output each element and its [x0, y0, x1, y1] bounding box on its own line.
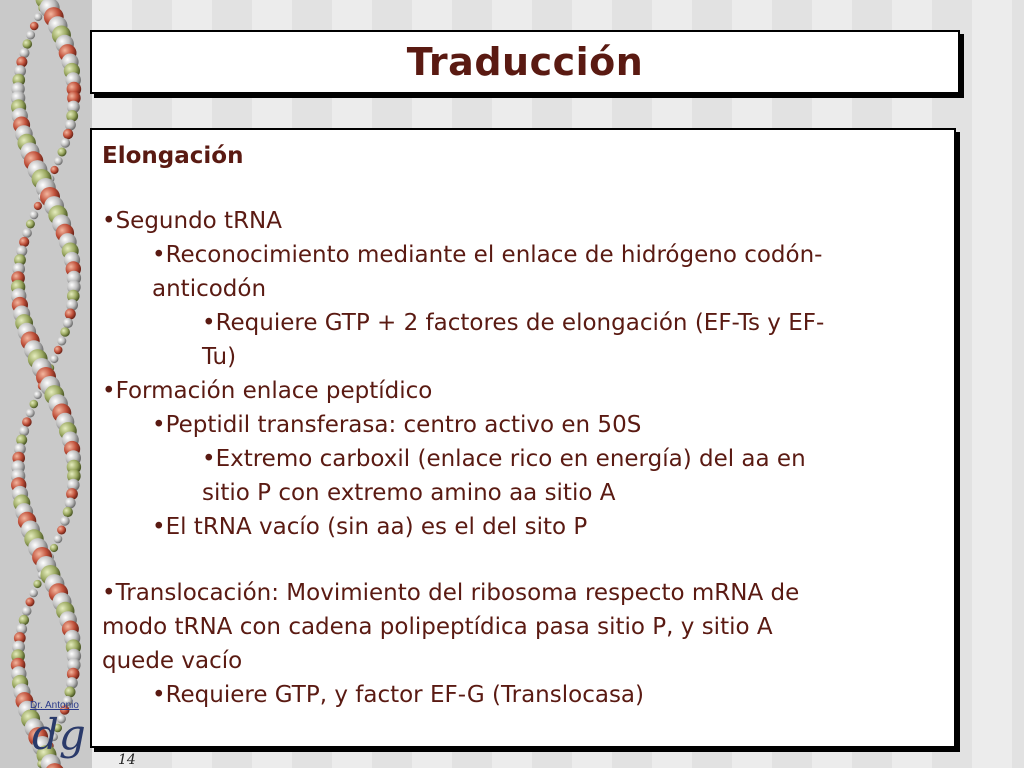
- bullet-extremo-carboxil-cont: sitio P con extremo amino aa sitio A: [202, 480, 616, 506]
- dna-atom: [61, 138, 71, 148]
- dna-atom: [63, 129, 73, 139]
- dna-atom: [19, 615, 29, 625]
- slide-number: 14: [118, 752, 136, 768]
- dna-atom: [65, 498, 76, 509]
- dna-atom: [54, 535, 63, 544]
- dna-atom: [34, 202, 42, 210]
- bullet-requiere-gtp: •Requiere GTP + 2 factores de elongación (EF-Ts y EF-: [202, 310, 825, 336]
- dna-helix-icon: [0, 0, 92, 768]
- dna-atom: [22, 417, 32, 427]
- dna-atom: [65, 309, 76, 320]
- bullet-requiere-gtp-cont: Tu): [202, 344, 237, 370]
- dna-atom: [19, 48, 29, 58]
- bullet-translocacion-cont2: quede vacío: [102, 648, 243, 674]
- dna-atom: [54, 346, 63, 355]
- dna-atom: [26, 220, 35, 229]
- dna-atom: [63, 318, 73, 328]
- bullet-reconocimiento: •Reconocimiento mediante el enlace de hidrógeno codón-: [152, 242, 823, 268]
- dna-atom: [26, 31, 35, 40]
- content-box: [90, 128, 956, 748]
- dna-atom: [19, 426, 29, 436]
- dna-atom: [33, 580, 41, 588]
- dna-atom: [50, 544, 58, 552]
- bullet-peptidil-transferasa: •Peptidil transferasa: centro activo en 50S: [152, 412, 642, 438]
- bullet-translocacion: •Translocación: Movimiento del ribosoma respecto mRNA de: [102, 580, 800, 606]
- dna-atom: [58, 148, 67, 157]
- bullet-reconocimiento-cont: anticodón: [152, 276, 267, 302]
- bullet-trna-vacio: •El tRNA vacío (sin aa) es el del sito P: [152, 514, 588, 540]
- spacer: [102, 544, 944, 576]
- bullet-formacion-enlace: •Formación enlace peptídico: [102, 378, 433, 404]
- logo-author-text: Dr. Antonio: [30, 700, 79, 711]
- dna-atom: [63, 507, 73, 517]
- section-heading: Elongación: [102, 143, 244, 169]
- dna-atom: [57, 526, 66, 535]
- bullet-extremo-carboxil: •Extremo carboxil (enlace rico en energía) del aa en: [202, 446, 806, 472]
- dna-atom: [60, 327, 70, 337]
- dna-atom: [50, 355, 58, 363]
- dna-atom: [26, 409, 35, 418]
- spacer: [102, 172, 944, 204]
- dna-atom: [65, 120, 76, 131]
- dna-atom: [34, 13, 42, 21]
- slide-title: Traducción: [406, 40, 644, 84]
- bullet-segundo-trna: •Segundo tRNA: [102, 208, 282, 234]
- dna-atom: [65, 687, 76, 698]
- dna-atom: [30, 22, 39, 31]
- dna-helix-decoration: [0, 0, 92, 768]
- dna-atom: [30, 211, 39, 220]
- dna-atom: [19, 237, 29, 247]
- dna-atom: [29, 589, 38, 598]
- dna-atom: [30, 400, 39, 409]
- author-logo: [30, 700, 92, 768]
- dna-atom: [60, 516, 70, 526]
- dna-atom: [22, 606, 32, 616]
- dna-atom: [26, 598, 35, 607]
- title-box: [90, 30, 960, 94]
- dna-atom: [54, 157, 63, 166]
- logo-mark: dg: [32, 710, 86, 759]
- dna-atom: [22, 228, 32, 238]
- bullet-requiere-ef-g: •Requiere GTP, y factor EF-G (Translocasa): [152, 682, 644, 708]
- dna-atom: [50, 166, 58, 174]
- dna-atom: [23, 39, 33, 49]
- bullet-translocacion-cont: modo tRNA con cadena polipeptídica pasa sitio P, y sitio A: [102, 614, 773, 640]
- dna-atom: [57, 337, 66, 346]
- dna-atom: [34, 391, 42, 399]
